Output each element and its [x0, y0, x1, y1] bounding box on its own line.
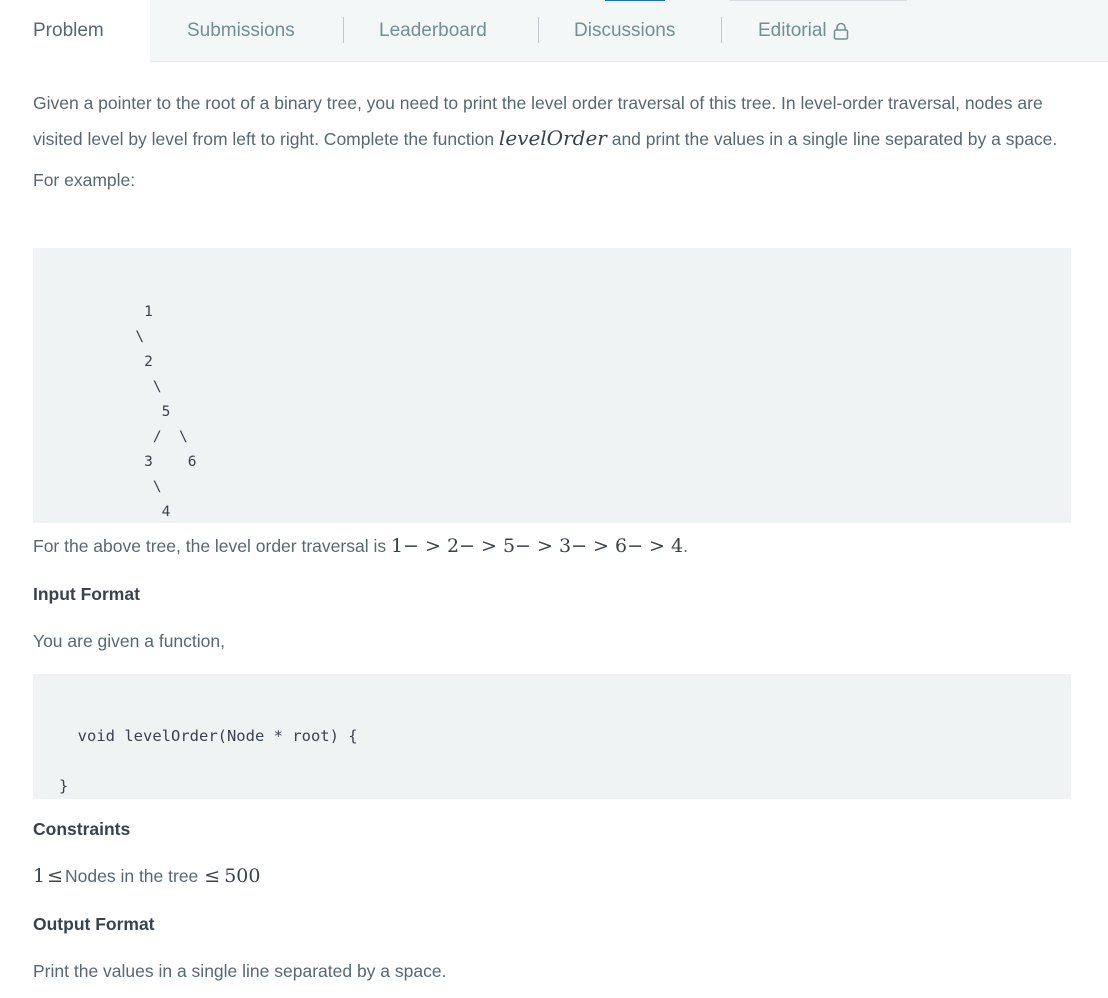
tab-separator [538, 17, 539, 43]
example-label: For example: [33, 170, 136, 190]
tab-strip [150, 0, 1108, 62]
traversal-suffix: . [683, 536, 688, 556]
tab-discussions[interactable] [574, 0, 675, 61]
tree-diagram: 1 \ 2 \ 5 / \ 3 6 \ 4 [135, 304, 197, 520]
tab-editorial[interactable] [758, 0, 849, 61]
lock-icon [833, 22, 849, 40]
traversal-line [33, 529, 1073, 564]
output-format-heading: Output Format [33, 914, 155, 934]
tab-problem-label: Problem [33, 20, 104, 41]
tab-editorial-label: Editorial [758, 19, 827, 41]
code-snippet-box [33, 674, 1071, 799]
problem-statement [33, 86, 1073, 198]
tab-submissions[interactable] [187, 0, 295, 61]
traversal-math: 1− > 2− > 5− > 3− > 6− > 4 [390, 535, 684, 557]
intro-text-2: and print the values in a single line separated by a space. [606, 129, 1058, 149]
tree-diagram-box [33, 248, 1071, 523]
tab-discussions-label: Discussions [574, 19, 676, 41]
constraint-line [33, 859, 260, 894]
tab-leaderboard-label: Leaderboard [379, 19, 487, 41]
input-format-heading: Input Format [33, 584, 140, 604]
input-format-section [33, 577, 225, 659]
tab-bar [0, 0, 1108, 62]
constraints-section [33, 812, 260, 894]
constraints-heading: Constraints [33, 819, 131, 839]
output-format-section [33, 907, 446, 989]
output-format-text: Print the values in a single line separated by a space. [33, 961, 447, 981]
code-snippet: void levelOrder(Node * root) { } [59, 727, 358, 795]
tab-separator [343, 17, 344, 43]
tab-submissions-label: Submissions [187, 19, 295, 41]
problem-intro [33, 86, 1073, 157]
traversal-prefix: For the above tree, the level order traversal is [33, 536, 391, 556]
constraint-lower: 1 [33, 865, 46, 887]
constraint-le: ≤ [204, 865, 221, 887]
constraint-le: ≤ [47, 865, 64, 887]
constraint-upper: 500 [224, 865, 261, 887]
tab-problem[interactable] [0, 0, 150, 62]
tab-separator [721, 17, 722, 43]
input-format-text: You are given a function, [33, 631, 225, 651]
tab-leaderboard[interactable] [379, 0, 487, 61]
constraint-text: Nodes in the tree [65, 866, 199, 886]
function-name: levelOrder [498, 126, 607, 150]
intro-text: Given a pointer to the root of a binary tree, you need to print the level order traversal of this tree. In level-order traversal, nodes are visited level by level from left to right. Complete the function [33, 93, 1043, 149]
